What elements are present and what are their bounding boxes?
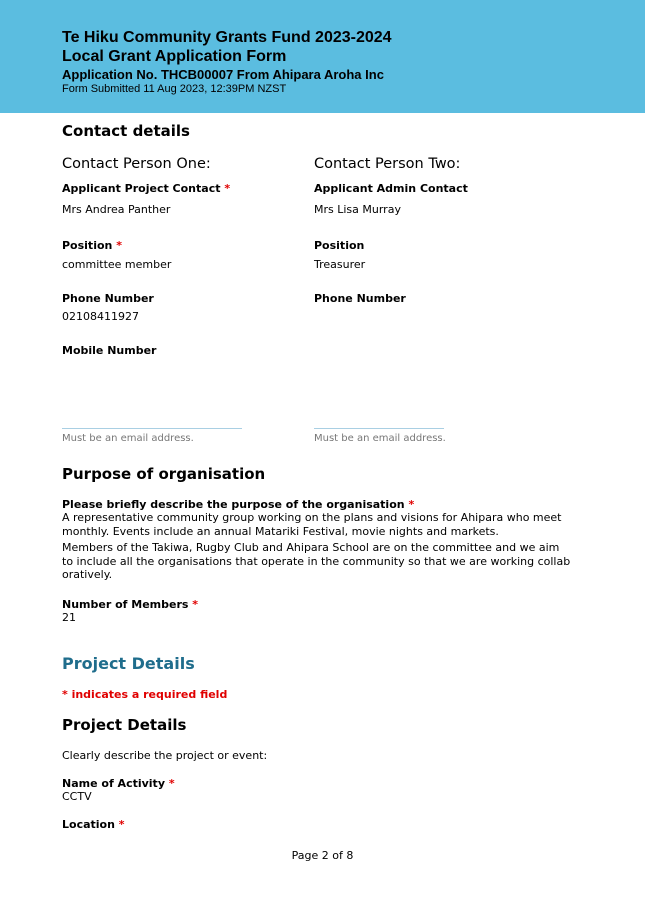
submitted-timestamp: Form Submitted 11 Aug 2023, 12:39PM NZST bbox=[62, 83, 287, 95]
project-details-heading: Project Details bbox=[62, 716, 187, 734]
contact-person-one-heading: Contact Person One: bbox=[62, 156, 211, 172]
contact-person-two-heading: Contact Person Two: bbox=[314, 156, 461, 172]
contact-two-position: Treasurer bbox=[314, 258, 366, 271]
members-label bbox=[62, 598, 198, 611]
header-banner bbox=[0, 0, 645, 113]
contact-one-position-label bbox=[62, 239, 122, 252]
project-instruction: Clearly describe the project or event: bbox=[62, 749, 268, 762]
contact-one-mobile-label: Mobile Number bbox=[62, 344, 157, 357]
members-value: 21 bbox=[62, 611, 76, 624]
contact-two-position-label: Position bbox=[314, 239, 365, 252]
project-section-title: Project Details bbox=[62, 654, 195, 673]
activity-label bbox=[62, 777, 175, 790]
application-number: Application No. THCB00007 From Ahipara Aroha Inc bbox=[62, 67, 384, 82]
required-field-note: * indicates a required field bbox=[62, 688, 228, 701]
label-text: Location bbox=[62, 818, 115, 831]
contact-one-phone-label: Phone Number bbox=[62, 292, 154, 305]
required-marker: * bbox=[192, 598, 199, 611]
contact-two-name: Mrs Lisa Murray bbox=[314, 203, 401, 216]
email-field-one-underline bbox=[62, 428, 242, 429]
label-text: Number of Members bbox=[62, 598, 189, 611]
purpose-heading: Purpose of organisation bbox=[62, 465, 266, 483]
contact-one-name: Mrs Andrea Panther bbox=[62, 203, 171, 216]
grant-fund-title: Te Hiku Community Grants Fund 2023-2024 bbox=[62, 29, 392, 46]
label-text: Position bbox=[62, 239, 113, 252]
required-marker: * bbox=[116, 239, 122, 252]
purpose-answer-paragraph-2: Members of the Takiwa, Rugby Club and Ahipara School are on the committee and we aim to include all the organisations that operate in the community so that we are working collab oratively. bbox=[62, 541, 571, 581]
applicant-project-contact-label bbox=[62, 182, 230, 195]
required-marker: * bbox=[118, 818, 125, 831]
page-number: Page 2 of 8 bbox=[291, 849, 354, 862]
contact-details-heading: Contact details bbox=[62, 122, 190, 140]
required-marker: * bbox=[224, 182, 231, 195]
contact-one-position: committee member bbox=[62, 258, 172, 271]
purpose-answer-paragraph-1: A representative community group working on the plans and visions for Ahipara who meet monthly. Events include an annual Matariki Festival, movie nights and markets. bbox=[62, 511, 562, 538]
email-hint-one: Must be an email address. bbox=[62, 433, 194, 444]
contact-one-phone: 02108411927 bbox=[62, 310, 139, 323]
location-label bbox=[62, 818, 125, 831]
required-marker: * bbox=[168, 777, 175, 790]
purpose-question bbox=[62, 498, 414, 511]
contact-two-phone-label: Phone Number bbox=[314, 292, 406, 305]
email-field-two-underline bbox=[314, 428, 444, 429]
form-name: Local Grant Application Form bbox=[62, 48, 287, 65]
required-marker: * bbox=[408, 498, 415, 511]
label-text: Applicant Project Contact bbox=[62, 182, 221, 195]
label-text: Please briefly describe the purpose of the organisation bbox=[62, 498, 405, 511]
email-hint-two: Must be an email address. bbox=[314, 433, 446, 444]
label-text: Name of Activity bbox=[62, 777, 165, 790]
activity-value: CCTV bbox=[62, 790, 92, 803]
applicant-admin-contact-label: Applicant Admin Contact bbox=[314, 182, 468, 195]
